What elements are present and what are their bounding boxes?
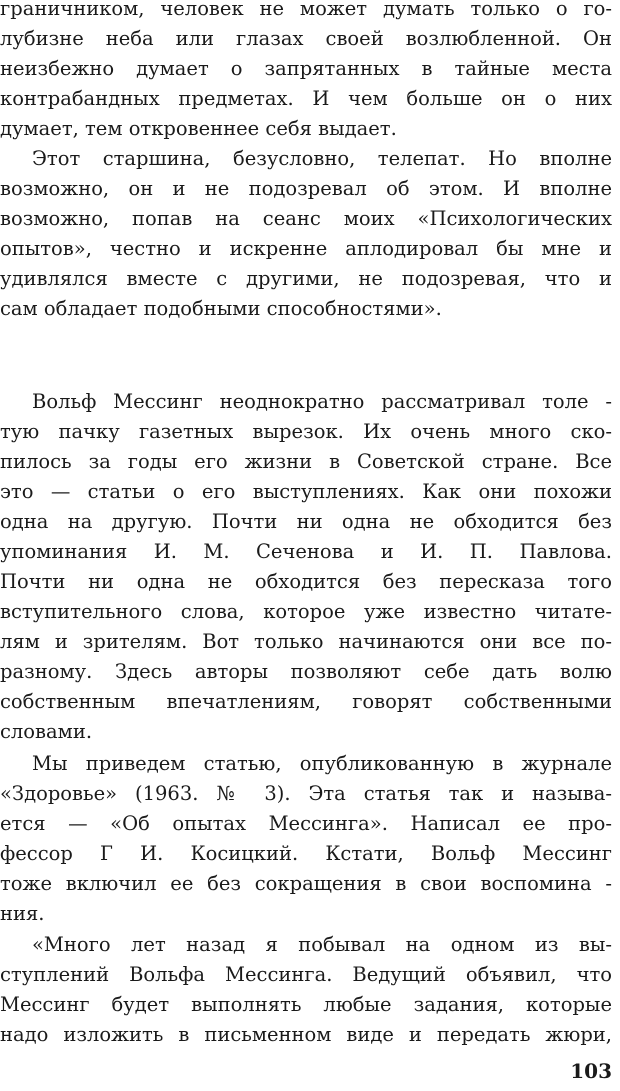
text-line: собственным впечатлениям, говорят собственными bbox=[0, 690, 612, 713]
text-line: ется — «Об опытах Мессинга». Написал ее про- bbox=[0, 812, 612, 835]
text-line: надо изложить в письменном виде и передать жюри, bbox=[0, 1023, 612, 1046]
text-line: пилось за годы его жизни в Советской стране. Все bbox=[0, 450, 612, 473]
text-line: тую пачку газетных вырезок. Их очень много ско- bbox=[0, 420, 612, 443]
text-line: удивлялся вместе с другими, не подозревая, что и bbox=[0, 267, 612, 290]
text-line: опытов», честно и искренне аплодировал бы мне и bbox=[0, 237, 612, 260]
text-line: вступительного слова, которое уже известно читате- bbox=[0, 600, 612, 623]
text-line: упоминания И. М. Сеченова и И. П. Павлова. bbox=[0, 540, 612, 563]
text-line: думает, тем откровеннее себя выдает. bbox=[0, 117, 397, 140]
text-line: лям и зрителям. Вот только начинаются они все по- bbox=[0, 630, 612, 653]
text-line: ния. bbox=[0, 902, 45, 925]
text-line: сам обладает подобными способностями». bbox=[0, 297, 442, 320]
text-line: разному. Здесь авторы позволяют себе дать волю bbox=[0, 660, 612, 683]
text-line: Этот старшина, безусловно, телепат. Но вполне bbox=[32, 147, 612, 170]
text-line: возможно, попав на сеанс моих «Психологических bbox=[0, 207, 612, 230]
text-line: это — статьи о его выступлениях. Как они похожи bbox=[0, 480, 612, 503]
text-line: лубизне неба или глазах своей возлюбленной. Он bbox=[0, 27, 612, 50]
text-line: Почти ни одна не обходится без пересказа того bbox=[0, 570, 612, 593]
text-line: неизбежно думает о запрятанных в тайные места bbox=[0, 57, 612, 80]
text-line: возможно, он и не подозревал об этом. И вполне bbox=[0, 177, 612, 200]
text-line: словами. bbox=[0, 720, 93, 743]
text-line: фессор Г И. Косицкий. Кстати, Вольф Мессинг bbox=[0, 842, 612, 865]
text-line: Мессинг будет выполнять любые задания, которые bbox=[0, 993, 612, 1016]
text-line: ступлений Вольфа Мессинга. Ведущий объявил, что bbox=[0, 963, 612, 986]
text-line: граничником, человек не может думать только о го- bbox=[0, 0, 612, 20]
text-line: контрабандных предметах. И чем больше он о них bbox=[0, 87, 612, 110]
text-line: Мы приведем статью, опубликованную в журнале bbox=[32, 752, 612, 775]
text-line: «Здоровье» (1963. № 3). Эта статья так и называ- bbox=[0, 782, 612, 805]
text-line: одна на другую. Почти ни одна не обходится без bbox=[0, 510, 612, 533]
text-line: Вольф Мессинг неоднократно рассматривал толе - bbox=[32, 390, 612, 413]
page-number: 103 bbox=[570, 1059, 612, 1083]
text-line: «Много лет назад я побывал на одном из вы- bbox=[32, 933, 612, 956]
text-line: тоже включил ее без сокращения в свои воспомина - bbox=[0, 872, 612, 895]
